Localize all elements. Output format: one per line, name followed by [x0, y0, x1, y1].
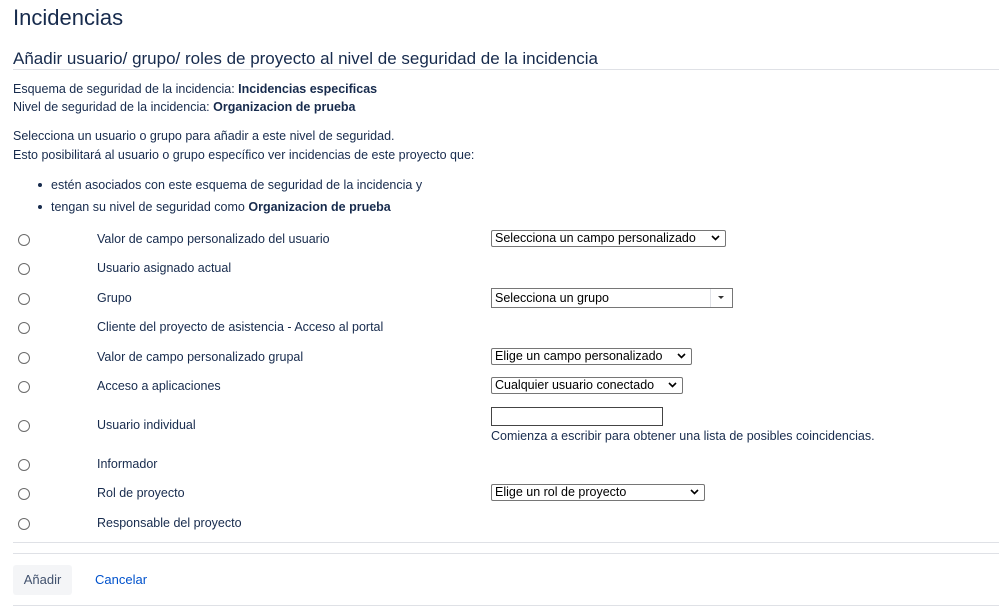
- security-level-line: [13, 99, 356, 115]
- radio-application-access[interactable]: [18, 381, 30, 393]
- option-label: Usuario asignado actual: [97, 261, 232, 275]
- radio-single-user[interactable]: [18, 420, 30, 432]
- select-value: Elige un campo personalizado: [495, 349, 663, 363]
- radio-group[interactable]: [18, 293, 30, 305]
- radio-group-custom-field[interactable]: [18, 352, 30, 364]
- add-button[interactable]: Añadir: [13, 565, 72, 595]
- application-access-select[interactable]: [491, 377, 683, 394]
- group-picker[interactable]: [491, 288, 733, 308]
- radio-reporter[interactable]: [18, 459, 30, 471]
- radio-service-desk-customer[interactable]: [18, 322, 30, 334]
- security-level-value: Organizacion de prueba: [213, 100, 356, 114]
- option-row-reporter: [0, 456, 999, 476]
- intro-line-1: Selecciona un usuario o grupo para añadir a este nivel de seguridad.: [13, 129, 395, 143]
- form-divider: [13, 542, 999, 543]
- buttons-divider-top: [13, 553, 999, 554]
- chevron-down-icon: [690, 489, 699, 495]
- option-row-project-lead: [0, 515, 999, 535]
- chevron-down-icon: [677, 353, 686, 359]
- title-divider: [13, 69, 999, 70]
- cancel-link[interactable]: Cancelar: [95, 572, 148, 587]
- section-title: Añadir usuario/ grupo/ roles de proyecto al nivel de seguridad de la incidencia: [13, 49, 598, 68]
- condition-text: estén asociados con este esquema de seguridad de la incidencia y: [51, 178, 423, 192]
- chevron-down-icon: [711, 235, 720, 241]
- radio-project-lead[interactable]: [18, 518, 30, 530]
- option-row-service-desk-customer: [0, 319, 999, 339]
- radio-project-role[interactable]: [18, 488, 30, 500]
- option-label: Grupo: [97, 291, 132, 305]
- option-label: Rol de proyecto: [97, 486, 185, 500]
- option-label: Valor de campo personalizado del usuario: [97, 232, 330, 246]
- user-custom-field-select[interactable]: [491, 230, 726, 247]
- buttons-divider-bottom: [13, 605, 999, 606]
- option-label: Responsable del proyecto: [97, 516, 242, 530]
- conditions-list: [13, 176, 422, 220]
- project-role-select[interactable]: [491, 484, 705, 501]
- select-value: Cualquier usuario conectado: [495, 378, 655, 392]
- single-user-hint: Comienza a escribir para obtener una lista de posibles coincidencias.: [491, 429, 875, 443]
- option-label: Valor de campo personalizado grupal: [97, 350, 304, 364]
- condition-item: [13, 176, 422, 198]
- intro-line-2: Esto posibilitará al usuario o grupo específico ver incidencias de este proyecto que:: [13, 148, 475, 162]
- option-label: Acceso a aplicaciones: [97, 379, 221, 393]
- select-value: Selecciona un campo personalizado: [495, 231, 696, 245]
- group-custom-field-select[interactable]: [491, 348, 692, 365]
- condition-item: [13, 198, 422, 220]
- single-user-input[interactable]: [491, 407, 663, 426]
- condition-level-name: Organizacion de prueba: [248, 200, 391, 214]
- page-title: Incidencias: [13, 5, 124, 30]
- radio-user-custom-field[interactable]: [18, 234, 30, 246]
- option-row-current-assignee: [0, 260, 999, 280]
- security-scheme-value: Incidencias especificas: [238, 82, 378, 96]
- security-scheme-label: Esquema de seguridad de la incidencia:: [13, 82, 239, 96]
- condition-text: tengan su nivel de seguridad como: [51, 200, 249, 214]
- option-label: Cliente del proyecto de asistencia - Acceso al portal: [97, 320, 384, 334]
- chevron-down-icon: [668, 382, 677, 388]
- select-value: Elige un rol de proyecto: [495, 485, 627, 499]
- security-scheme-line: [13, 81, 377, 97]
- option-label: Informador: [97, 457, 158, 471]
- group-picker-value: Selecciona un grupo: [495, 291, 609, 305]
- dropdown-arrow-icon[interactable]: [710, 289, 732, 307]
- option-label: Usuario individual: [97, 418, 196, 432]
- security-level-label: Nivel de seguridad de la incidencia:: [13, 100, 214, 114]
- radio-current-assignee[interactable]: [18, 263, 30, 275]
